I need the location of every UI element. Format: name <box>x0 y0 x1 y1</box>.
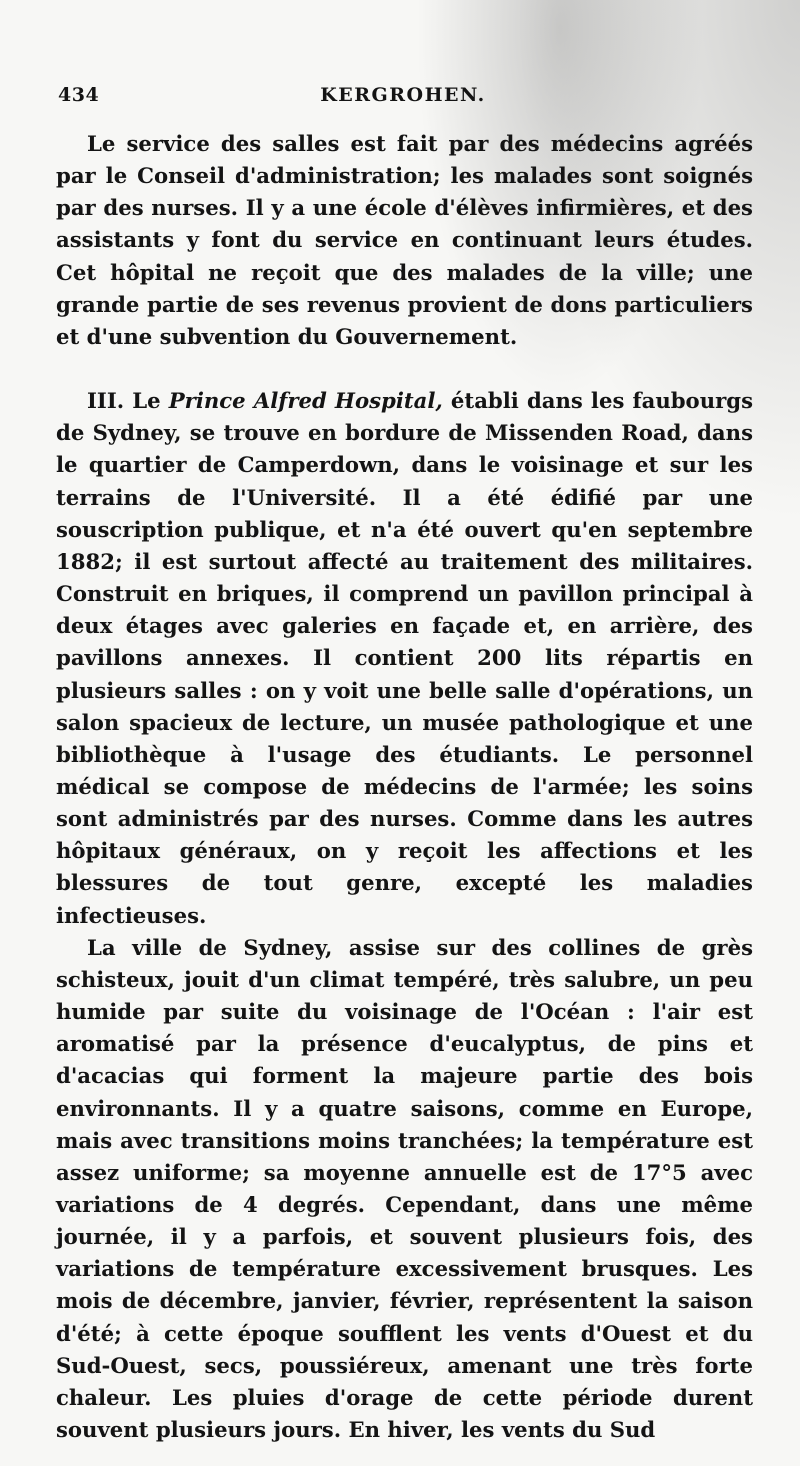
paragraph-service: Le service des salles est fait par des médecins agréés par le Conseil d'administration; les malades sont soignés par des nurses. Il y a une école d'élèves infirmières, et des assistants y font du service en continuant leurs études. Cet hôpital ne reçoit que des malades de la ville; une grande partie de ses revenus provient de dons particuliers et d'une subvention du Gouvernement. <box>56 131 753 349</box>
running-head: KERGROHEN. <box>320 84 486 106</box>
section-number: III. Le <box>87 388 169 414</box>
paragraph-prince-alfred-hospital <box>56 385 753 932</box>
page-header <box>58 84 748 114</box>
paragraph-body: établi dans les faubourgs de Sydney, se trouve en bordure de Missenden Road, dans le quartier de Camperdown, dans le voisinage et sur les terrains de l'Université. Il a été édifié par une souscription publique, et n'a été ouvert qu'en septembre 1882; il est surtout affecté au traitement des militaires. Construit en briques, il comprend un pavillon principal à deux étages avec galeries en façade et, en arrière, des pavillons annexes. Il contient 200 lits répartis en plusieurs salles : on y voit une belle salle d'opérations, un salon spacieux de lecture, un musée pathologique et une bibliothèque à l'usage des étudiants. Le personnel médical se compose de médecins de l'armée; les soins sont administrés par des nurses. Comme dans les autres hôpitaux généraux, on y reçoit les affections et les blessures de tout genre, excepté les maladies infectieuses. <box>56 388 753 928</box>
hospital-name: Prince Alfred Hospital, <box>168 388 443 414</box>
paragraph-sydney-climate: La ville de Sydney, assise sur des collines de grès schisteux, jouit d'un climat tempéré, très salubre, un peu humide par suite du voisinage de l'Océan : l'air est aromatisé par la présence d'eucalyptus, de pins et d'acacias qui forment la majeure partie des bois environnants. Il y a quatre saisons, comme en Europe, mais avec transitions moins tranchées; la température est assez uniforme; sa moyenne annuelle est de 17°5 avec variations de 4 degrés. Cependant, dans une même journée, il y a parfois, et souvent plusieurs fois, des variations de température excessivement brusques. Les mois de décembre, janvier, février, représentent la saison d'été; à cette époque soufflent les vents d'Ouest et du Sud-Ouest, secs, poussiéreux, amenant une très forte chaleur. Les pluies d'orage de cette période durent souvent plusieurs jours. En hiver, les vents du Sud <box>56 934 753 1443</box>
body-text <box>56 128 753 1446</box>
page-number: 434 <box>58 84 100 106</box>
